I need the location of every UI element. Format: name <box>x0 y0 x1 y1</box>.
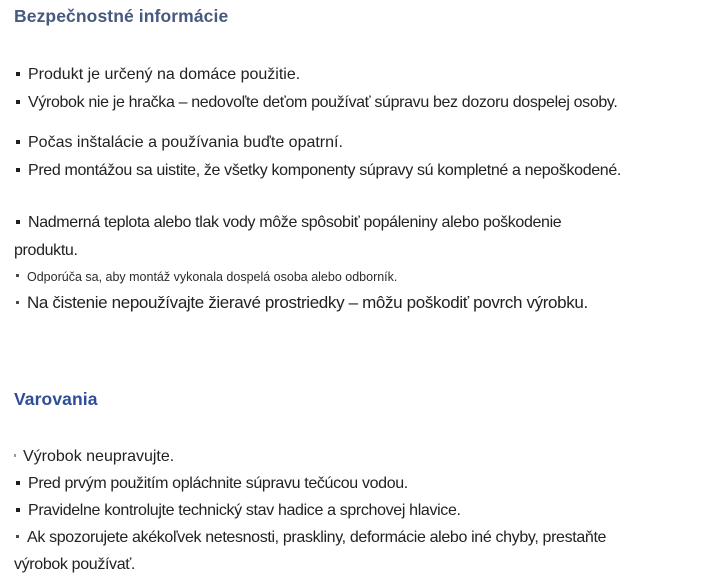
safety-item-5-text-line2: produktu. <box>14 242 78 259</box>
warning-item-1 <box>14 443 696 470</box>
bullet-icon <box>16 220 20 224</box>
bullet-icon <box>16 72 20 76</box>
safety-item-3-text: Počas inštalácie a používania buďte opatrní. <box>28 134 343 151</box>
safety-item-7-text: Na čistenie nepoužívajte žieravé prostriedky – môžu poškodiť povrch výrobku. <box>27 293 588 312</box>
warning-item-3-text: Pravidelne kontrolujte technický stav hadice a sprchovej hlavice. <box>28 502 461 519</box>
bullet-icon <box>16 140 20 144</box>
bullet-icon <box>14 454 16 457</box>
bullet-icon <box>16 274 19 277</box>
warnings-group <box>14 443 696 578</box>
bullet-icon <box>16 481 20 485</box>
warning-item-1-text: Výrobok neupravujte. <box>23 448 175 465</box>
safety-item-3 <box>14 129 696 157</box>
section-title-safety: Bezpečnostné informácie <box>14 6 229 26</box>
warning-item-2-text: Pred prvým použitím opláchnite súpravu tečúcou vodou. <box>28 475 408 492</box>
safety-item-6 <box>14 265 696 289</box>
warning-item-4 <box>14 524 696 578</box>
safety-item-7 <box>14 289 696 317</box>
safety-item-1-text: Produkt je určený na domáce použitie. <box>28 66 301 83</box>
bullet-icon <box>16 168 20 172</box>
safety-item-5-text: Nadmerná teplota alebo tlak vody môže spôsobiť popáleniny alebo poškodenie <box>28 214 562 231</box>
bullet-icon <box>16 508 20 512</box>
warning-item-4-text: Ak spozorujete akékoľvek netesnosti, praskliny, deformácie alebo iné chyby, prestaňte <box>27 529 607 546</box>
safety-group-3 <box>14 209 696 317</box>
safety-item-4 <box>14 157 696 185</box>
safety-item-6-text: Odporúča sa, aby montáž vykonala dospelá osoba alebo odborník. <box>27 270 398 284</box>
warning-item-2 <box>14 470 696 497</box>
section-title-warnings: Varovania <box>14 389 98 409</box>
safety-item-4-text: Pred montážou sa uistite, že všetky komponenty súpravy sú kompletné a nepoškodené. <box>28 162 621 179</box>
safety-item-2-text: Výrobok nie je hračka – nedovoľte deťom používať súpravu bez dozoru dospelej osoby. <box>28 94 618 111</box>
bullet-icon <box>16 301 19 304</box>
bullet-icon <box>16 535 19 538</box>
safety-group-1 <box>14 61 696 117</box>
safety-item-2 <box>14 89 696 117</box>
bullet-icon <box>16 100 20 104</box>
safety-group-2 <box>14 129 696 185</box>
safety-item-5 <box>14 209 696 265</box>
warning-item-4-text-line2: výrobok používať. <box>14 556 136 573</box>
safety-item-1 <box>14 61 696 89</box>
warning-item-3 <box>14 497 696 524</box>
